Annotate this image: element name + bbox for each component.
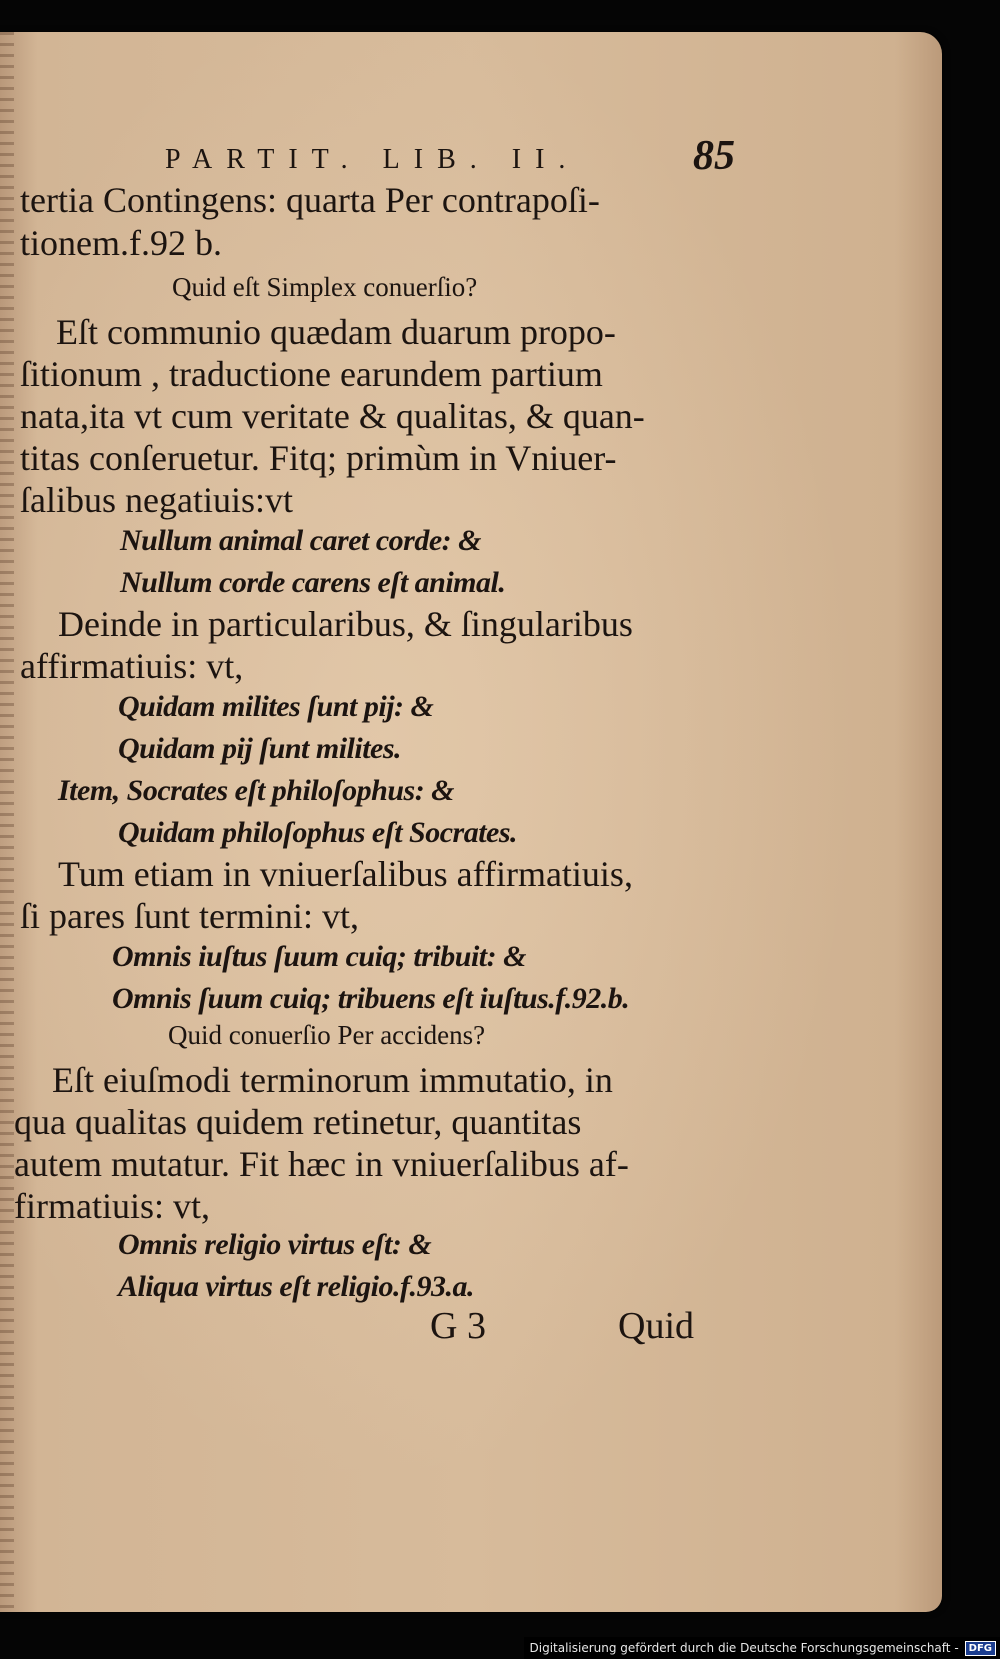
question-heading: Quid eſt Simplex conuerſio? [172,272,478,302]
signature-mark: G 3 [430,1305,486,1347]
question-heading: Quid conuerſio Per accidens? [168,1020,486,1050]
text-line: titas conſeruetur. Fitq; primùm in Vniuer- [20,438,617,478]
example-line: Omnis ſuum cuiq; tribuens eſt iuſtus.f.92.b. [112,982,630,1015]
digitization-credit [524,1637,1000,1659]
text-line: ſitionum , traductione earundem partium [20,354,603,394]
text-line: qua qualitas quidem retinetur, quantitas [14,1102,582,1142]
example-line: Omnis religio virtus eſt: & [118,1228,432,1261]
example-line: Quidam pij ſunt milites. [118,732,402,765]
text-line: Eſt eiuſmodi terminorum immutatio, in [52,1060,613,1100]
text-line: nata,ita vt cum veritate & qualitas, & quan- [20,396,645,436]
example-line: Nullum corde carens eſt animal. [120,566,506,599]
text-line: autem mutatur. Fit hæc in vniuerſalibus af- [14,1144,629,1184]
page-number: 85 [693,133,735,179]
example-line: Quidam milites ſunt pij: & [118,690,434,723]
catchword: Quid [618,1305,694,1347]
text-line: tionem.f.92 b. [20,223,222,263]
text-line: Eſt communio quædam duarum propo- [56,312,616,352]
text-line: ſi pares ſunt termini: vt, [20,896,359,936]
text-line: Tum etiam in vniuerſalibus affirmatiuis, [58,854,633,894]
example-line: Nullum animal caret corde: & [120,524,481,557]
example-line: Item, Socrates eſt philoſophus: & [58,774,455,807]
text-line: affirmatiuis: vt, [20,646,244,686]
example-line: Quidam philoſophus eſt Socrates. [118,816,518,849]
example-line: Omnis iuſtus ſuum cuiq; tribuit: & [112,940,526,973]
page-edge [0,32,14,1612]
example-line: Aliqua virtus eſt religio.f.93.a. [118,1270,475,1303]
text-line: Deinde in particularibus, & ſingularibus [58,604,633,644]
credit-text: Digitalisierung gefördert durch die Deutsche Forschungsgemeinschaft - [529,1641,959,1655]
page-header [165,132,735,182]
book-page [0,32,942,1612]
text-line: firmatiuis: vt, [14,1186,210,1226]
text-line: ſalibus negatiuis:vt [20,480,293,520]
text-line: tertia Contingens: quarta Per contrapoſi- [20,180,600,220]
dfg-logo: DFG [965,1641,996,1656]
running-head: PARTIT. LIB. II. [165,144,580,175]
